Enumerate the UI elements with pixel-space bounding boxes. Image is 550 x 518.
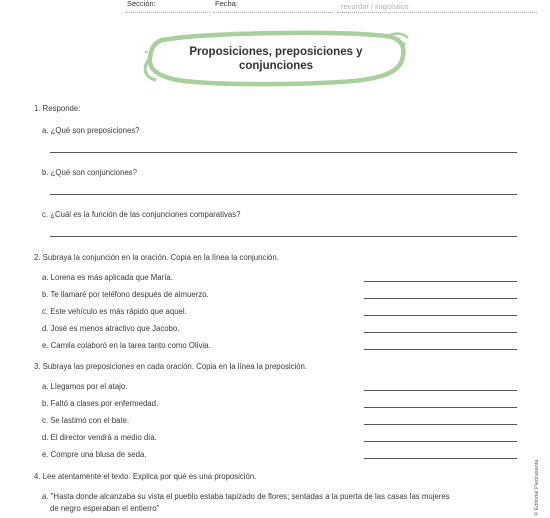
q3-answer-line-b[interactable] xyxy=(364,407,517,408)
q2-answer-line-c[interactable] xyxy=(364,315,517,316)
q3-answer-line-a[interactable] xyxy=(364,390,517,391)
q2-heading: 2. Subraya la conjunción en la oración. Copia en la línea la conjunción. xyxy=(34,253,279,262)
title-line-1: Proposiciones, preposiciones y xyxy=(189,46,363,58)
q1-item-a: a. ¿Qué son preposiciones? xyxy=(42,126,140,135)
q3-item-e: e. Compre una blusa de seda. xyxy=(42,450,147,459)
q2-item-d: d. José es menos atractivo que Jacobo. xyxy=(42,324,180,333)
q3-item-b: b. Faltó a clases por enfermedad. xyxy=(42,399,159,408)
worksheet-header xyxy=(0,0,550,14)
q2-answer-line-d[interactable] xyxy=(364,332,517,333)
skill-hint: recordar / lingüístico xyxy=(341,2,409,11)
page-title xyxy=(140,45,412,73)
q1-item-c: c. ¿Cuál es la función de las conjunciones comparativas? xyxy=(42,210,241,219)
q1-answer-line-c[interactable] xyxy=(50,236,517,237)
section-label: Sección: xyxy=(127,0,156,8)
hint-line xyxy=(337,12,537,13)
q3-item-d: d. El director vendrá a medio día. xyxy=(42,433,157,442)
date-field-line[interactable] xyxy=(213,12,333,13)
q2-answer-line-a[interactable] xyxy=(364,281,517,282)
q3-heading: 3. Subraya las preposiciones en cada oración. Copia en la línea la preposición. xyxy=(34,362,308,371)
q4-quote-line-1: a. "Hasta donde alcanzaba su vista el pueblo estaba tapizado de flores; sentadas a la puerta de las casas las mujeres xyxy=(42,492,450,501)
title-banner xyxy=(140,30,412,88)
publisher-credit xyxy=(534,450,544,516)
q4-quote-line-2: de negro esperaban el entierro" xyxy=(50,504,160,513)
q3-item-a: a. Llegamos por el atajo. xyxy=(42,382,128,391)
q2-answer-line-e[interactable] xyxy=(364,349,517,350)
date-label: Fecha: xyxy=(215,0,238,8)
q3-answer-line-d[interactable] xyxy=(364,441,517,442)
q3-answer-line-c[interactable] xyxy=(364,424,517,425)
q3-answer-line-e[interactable] xyxy=(364,458,517,459)
q2-item-e: e. Camila colaboró en la tarea tanto como Olivia. xyxy=(42,341,211,350)
q1-heading: 1. Responde: xyxy=(34,104,81,113)
section-field-line[interactable] xyxy=(125,12,210,13)
q2-answer-line-b[interactable] xyxy=(364,298,517,299)
publisher-credit-text: © Editorial Piedrasanta xyxy=(534,459,540,516)
q1-answer-line-a[interactable] xyxy=(50,152,517,153)
q2-item-b: b. Te llamaré por teléfono después de almuerzo. xyxy=(42,290,209,299)
q1-answer-line-b[interactable] xyxy=(50,194,517,195)
q4-heading: 4. Lee atentamente el texto. Explica por qué es una proposición. xyxy=(34,472,257,481)
q3-item-c: c. Se lastimó con el bate. xyxy=(42,416,130,425)
title-line-2: conjunciones xyxy=(238,60,314,72)
q1-item-b: b. ¿Qué son conjunciones? xyxy=(42,168,137,177)
q2-item-c: c. Este vehículo es más rápido que aquel. xyxy=(42,307,187,316)
q2-item-a: a. Lorena es más aplicada que María. xyxy=(42,273,173,282)
